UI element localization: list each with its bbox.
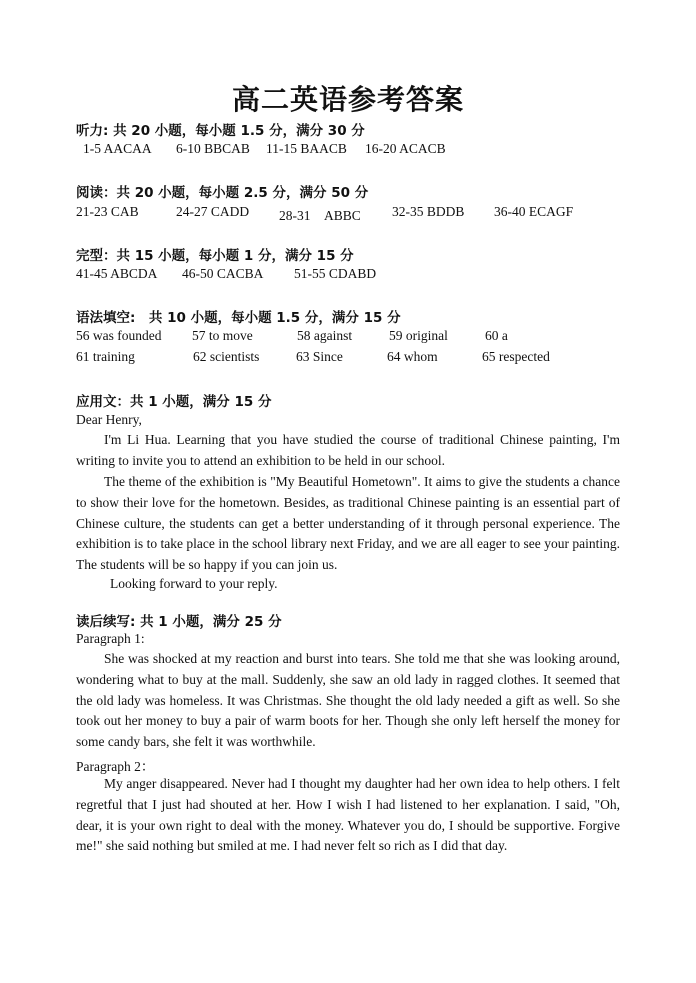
grammar-answer: 63 Since <box>296 349 343 364</box>
grammar-answer: 65 respected <box>482 349 550 364</box>
reading-answer: 21-23 CAB <box>76 204 139 219</box>
letter-closing: Looking forward to your reply. <box>110 576 278 591</box>
grammar-answer: 61 training <box>76 349 135 364</box>
cloze-answer: 41-45 ABCDA <box>76 266 158 281</box>
letter-paragraph: The theme of the exhibition is "My Beautiful Hometown". It aims to give the students a chance to show their love for the hometown. Besides, as traditional Chinese painting is an essential part of Chinese culture, the students can get a better understanding of it through personal experience. The exhibition is to take place in the school library next Friday, and we are all eager to see your painting. The students will be so happy if you can join us. <box>76 474 620 573</box>
reading-answer: 28-31 ABBC <box>279 208 361 223</box>
letter-paragraph: I'm Li Hua. Learning that you have studied the course of traditional Chinese painting, I'm writing to invite you to attend an exhibition to be held in our school. <box>76 432 620 468</box>
listening-answer: 1-5 AACAA <box>83 141 152 156</box>
listening-heading: 听力: 共 20 小题，每小题 1.5 分，满分 30 分 <box>76 123 365 139</box>
grammar-answer: 58 against <box>297 328 353 343</box>
page-title: 高二英语参考答案 <box>231 83 464 116</box>
grammar-heading: 语法填空: 共 10 小题，每小题 1.5 分，满分 15 分 <box>76 310 401 326</box>
story-paragraph: My anger disappeared. Never had I thought my daughter had her own idea to help others. I felt regretful that I just had shouted at her. How I wish I had listened to her explanation. I said, "Oh, dear, it is your own right to deal with the money. Whatever you do, I should be supportive. Forgive me!" she said nothing but smiled at me. I had never felt so rich as I did that day. <box>76 776 620 854</box>
listening-answer: 16-20 ACACB <box>365 141 446 156</box>
letter-greeting: Dear Henry, <box>76 412 142 427</box>
grammar-answer: 57 to move <box>192 328 253 343</box>
grammar-answer: 59 original <box>389 328 448 343</box>
paragraph-label: Paragraph 2： <box>76 759 155 774</box>
paragraph-label: Paragraph 1: <box>76 631 145 646</box>
writing-heading: 应用文：共 1 小题，满分 15 分 <box>76 394 272 410</box>
story-paragraph: She was shocked at my reaction and burst into tears. She told me that she was looking around, wondering what to buy at the mall. Suddenly, she saw an old lady in ragged clothes. It seemed that the old lady was homeless. It was Christmas. She thought the old lady needed a gift as well. So she took out her money to buy a pair of warm boots for her. Though she only left herself the money for some candy bars, she felt it was worthwhile. <box>76 651 620 750</box>
cloze-answer: 46-50 CACBA <box>182 266 264 281</box>
continuation-heading: 读后续写: 共 1 小题，满分 25 分 <box>76 614 282 630</box>
grammar-answer: 60 a <box>485 328 508 343</box>
reading-answer: 36-40 ECAGF <box>494 204 574 219</box>
reading-answer: 32-35 BDDB <box>392 204 465 219</box>
grammar-answer: 64 whom <box>387 349 438 364</box>
reading-answer: 24-27 CADD <box>176 204 250 219</box>
listening-answer: 6-10 BBCAB <box>176 141 250 156</box>
listening-answer: 11-15 BAACB <box>266 141 347 156</box>
cloze-heading: 完型：共 15 小题，每小题 1 分，满分 15 分 <box>76 248 354 264</box>
cloze-answer: 51-55 CDABD <box>294 266 377 281</box>
grammar-answer: 62 scientists <box>193 349 260 364</box>
reading-heading: 阅读：共 20 小题，每小题 2.5 分，满分 50 分 <box>76 185 369 201</box>
grammar-answer: 56 was founded <box>76 328 162 343</box>
